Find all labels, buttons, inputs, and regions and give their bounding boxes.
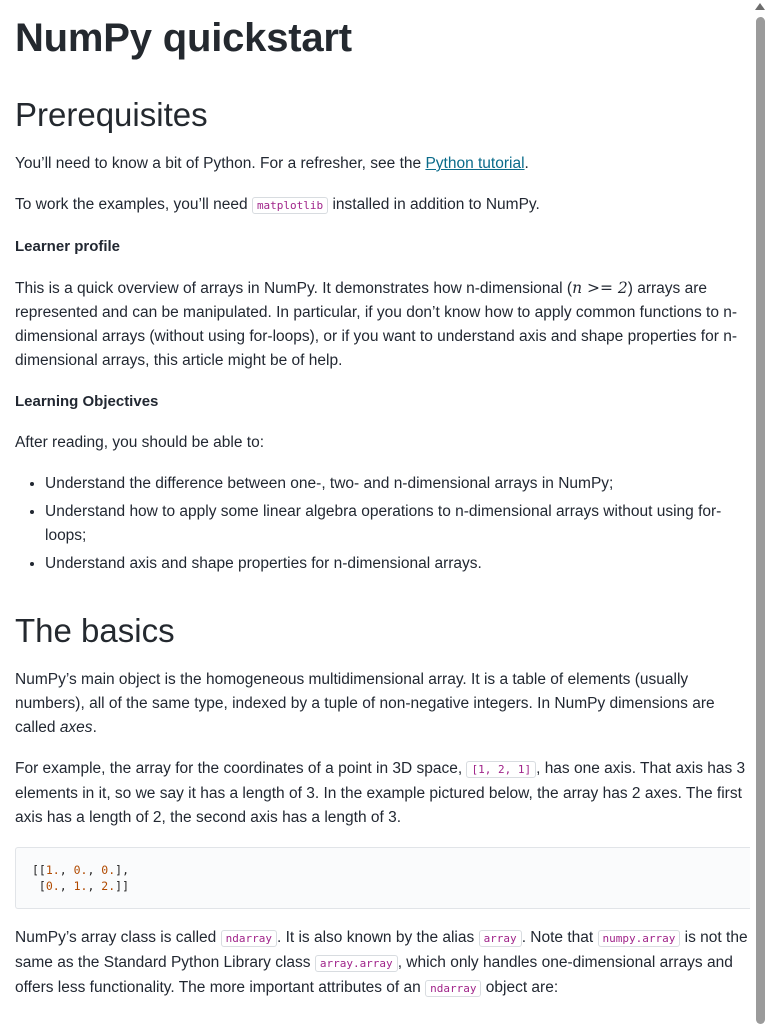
- code-token: ],: [115, 863, 130, 877]
- code-token: ,: [87, 879, 102, 893]
- code-number: 0.: [101, 863, 116, 877]
- paragraph-matplotlib: [15, 193, 750, 218]
- text: You’ll need to know a bit of Python. For a refresher, see the: [15, 155, 426, 172]
- text: , has one axis. That axis has 3 elements in it, so we say it has a length of 3. In the example pictured below, the array has 2 axes. The first axis has a length of 2, the second axis has a length of 3.: [15, 760, 746, 826]
- text: NumPy’s main object is the homogeneous multidimensional array. It is a table of elements (usually numbers), all of the same type, indexed by a tuple of non-negative integers. In NumPy dimensions are called: [15, 671, 715, 736]
- document-content: [15, 0, 750, 1001]
- text: . Note that: [521, 929, 598, 946]
- code-number: 0.: [73, 863, 88, 877]
- list-item: • Understand the difference between one-, two- and n-dimensional arrays in NumPy;: [45, 472, 750, 496]
- inline-code-ndarray: ndarray: [221, 930, 277, 947]
- text: installed in addition to NumPy.: [328, 196, 540, 213]
- text: For example, the array for the coordinates of a point in 3D space,: [15, 760, 467, 777]
- objectives-list: [15, 472, 750, 576]
- inline-code-array: array: [479, 930, 522, 947]
- learning-objectives-heading: Learning Objectives: [15, 393, 159, 410]
- text: .: [524, 155, 529, 172]
- scrollbar-thumb[interactable]: [756, 17, 765, 1024]
- text: .: [92, 719, 97, 736]
- python-tutorial-link[interactable]: Python tutorial: [425, 155, 525, 172]
- inline-code-matplotlib: matplotlib: [252, 197, 328, 214]
- learner-profile-heading: Learner profile: [15, 238, 121, 255]
- text: . It is also known by the alias: [276, 929, 479, 946]
- scroll-up-arrow-icon[interactable]: [755, 3, 765, 10]
- inline-code-point: [1, 2, 1]: [466, 761, 536, 778]
- code-token: ,: [87, 863, 102, 877]
- text: is not the same as the Standard Python Library class: [15, 929, 748, 971]
- inline-code-array-array: array.array: [315, 955, 398, 972]
- code-number: 1.: [45, 863, 60, 877]
- text: , which only handles one-dimensional arrays and offers less functionality. The more important attributes of an: [15, 954, 733, 996]
- paragraph-learner-profile: [15, 276, 750, 373]
- code-number: 2.: [101, 879, 116, 893]
- list-item: • Understand axis and shape properties for n-dimensional arrays.: [45, 552, 750, 576]
- inline-code-numpy-array: numpy.array: [598, 930, 681, 947]
- paragraph-example-axis: [15, 757, 750, 830]
- code-token: [: [32, 879, 46, 893]
- section-heading-prerequisites: Prerequisites: [15, 96, 208, 133]
- code-token: [[: [32, 863, 46, 877]
- math-expression: n >= 2: [572, 279, 628, 297]
- text: This is a quick overview of arrays in NumPy. It demonstrates how n-dimensional (: [15, 280, 573, 297]
- objectives-intro: After reading, you should be able to:: [15, 434, 265, 451]
- text: NumPy’s array class is called: [15, 929, 221, 946]
- page-title: NumPy quickstart: [15, 16, 352, 60]
- paragraph-refresher: [15, 152, 750, 176]
- code-block[interactable]: [15, 847, 750, 909]
- section-heading-basics: The basics: [15, 612, 175, 649]
- text: object are:: [481, 979, 559, 996]
- code-token: ]]: [115, 879, 130, 893]
- emphasis-axes: axes: [59, 719, 93, 736]
- code-token: ,: [59, 879, 74, 893]
- code-number: 1.: [73, 879, 88, 893]
- list-item: • Understand how to apply some linear algebra operations to n-dimensional arrays without using for-loops;: [45, 500, 750, 548]
- text: To work the examples, you’ll need: [15, 196, 252, 213]
- code-token: ,: [59, 863, 74, 877]
- text: ) arrays are represented and can be manipulated. In particular, if you don’t know how to apply common functions to n-dimensional arrays (without using for-loops), or if you want to understand axis and shape properties for n-dimensional arrays, this article might be of help.: [15, 280, 738, 369]
- code-number: 0.: [45, 879, 60, 893]
- paragraph-main-object: [15, 668, 750, 740]
- inline-code-ndarray-2: ndarray: [425, 980, 481, 997]
- paragraph-ndarray: [15, 926, 750, 1001]
